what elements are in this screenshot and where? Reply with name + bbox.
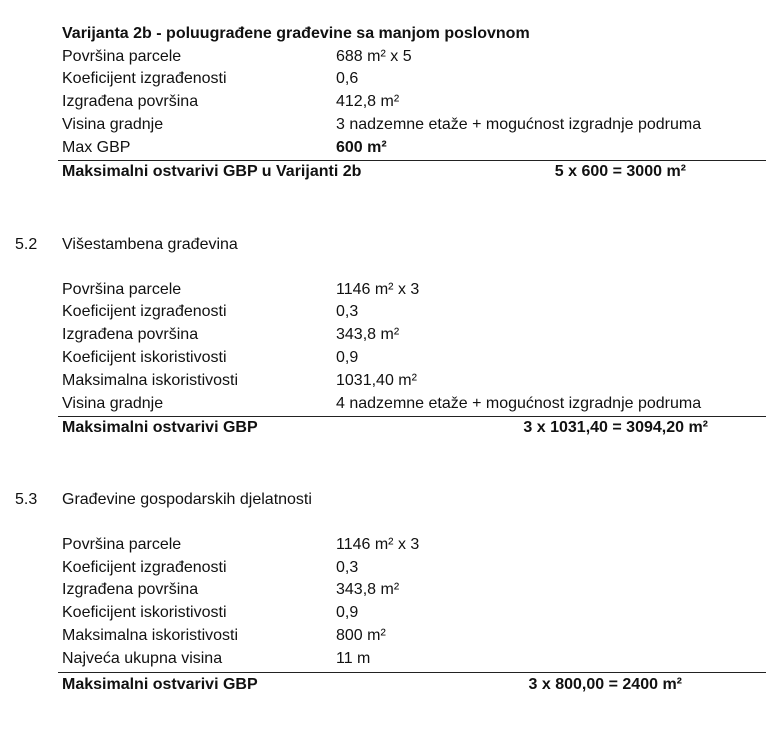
row-value: 11 m xyxy=(336,650,371,667)
total-value: 3 x 800,00 = 2400 m² xyxy=(528,676,682,693)
row-label: Max GBP xyxy=(62,139,131,156)
divider xyxy=(58,160,766,161)
variant-heading: Varijanta 2b - poluugrađene građevine sa manjom poslovnom xyxy=(62,25,530,42)
table-row xyxy=(62,70,766,92)
section-title: Građevine gospodarskih djelatnosti xyxy=(62,491,312,508)
total-label: Maksimalni ostvarivi GBP xyxy=(62,419,258,436)
table-row xyxy=(62,349,766,371)
row-value: 688 m² x 5 xyxy=(336,48,412,65)
row-label: Najveća ukupna visina xyxy=(62,650,223,667)
table-row xyxy=(62,536,766,558)
row-value: 1146 m² x 3 xyxy=(336,281,420,298)
row-value: 0,3 xyxy=(336,559,359,576)
row-label: Izgrađena površina xyxy=(62,326,199,343)
table-row xyxy=(62,48,766,70)
row-label: Koeficijent izgrađenosti xyxy=(62,303,227,320)
row-label: Koeficijent iskoristivosti xyxy=(62,604,227,621)
row-value: 412,8 m² xyxy=(336,93,400,110)
table-row xyxy=(62,139,766,161)
row-label: Površina parcele xyxy=(62,281,182,298)
row-value: 0,9 xyxy=(336,349,359,366)
row-value: 0,9 xyxy=(336,604,359,621)
table-row xyxy=(62,116,766,138)
row-value: 3 nadzemne etaže + mogućnost izgradnje podruma xyxy=(336,116,702,133)
row-label: Izgrađena površina xyxy=(62,93,199,110)
row-label: Izgrađena površina xyxy=(62,581,199,598)
table-row xyxy=(62,559,766,581)
row-label: Površina parcele xyxy=(62,48,182,65)
section-title: Višestambena građevina xyxy=(62,236,238,253)
row-value: 1146 m² x 3 xyxy=(336,536,420,553)
row-value: 343,8 m² xyxy=(336,581,400,598)
row-label: Maksimalna iskoristivosti xyxy=(62,372,239,389)
table-row xyxy=(62,650,766,672)
table-row xyxy=(62,93,766,115)
table-row xyxy=(62,303,766,325)
total-value: 5 x 600 = 3000 m² xyxy=(554,163,686,180)
section-number: 5.2 xyxy=(15,236,38,253)
row-label: Površina parcele xyxy=(62,536,182,553)
total-value: 3 x 1031,40 = 3094,20 m² xyxy=(523,419,708,436)
total-row xyxy=(62,676,766,698)
table-row xyxy=(62,627,766,649)
row-value: 343,8 m² xyxy=(336,326,400,343)
row-value: 4 nadzemne etaže + mogućnost izgradnje podruma xyxy=(336,395,702,412)
row-label: Koeficijent iskoristivosti xyxy=(62,349,227,366)
total-label: Maksimalni ostvarivi GBP xyxy=(62,676,258,693)
table-row xyxy=(62,281,766,303)
divider xyxy=(58,672,766,673)
divider xyxy=(58,416,766,417)
row-value: 0,3 xyxy=(336,303,359,320)
table-row xyxy=(62,395,766,417)
row-value: 0,6 xyxy=(336,70,359,87)
table-row xyxy=(62,326,766,348)
row-label: Visina gradnje xyxy=(62,116,164,133)
table-row xyxy=(62,581,766,603)
row-value: 800 m² xyxy=(336,627,386,644)
section-number: 5.3 xyxy=(15,491,38,508)
total-row xyxy=(62,419,766,441)
total-row xyxy=(62,163,766,185)
row-label: Maksimalna iskoristivosti xyxy=(62,627,239,644)
row-value: 1031,40 m² xyxy=(336,372,417,389)
row-label: Koeficijent izgrađenosti xyxy=(62,70,227,87)
row-value: 600 m² xyxy=(336,139,387,156)
table-row xyxy=(62,372,766,394)
table-row xyxy=(62,604,766,626)
total-label: Maksimalni ostvarivi GBP u Varijanti 2b xyxy=(62,163,362,180)
row-label: Koeficijent izgrađenosti xyxy=(62,559,227,576)
row-label: Visina gradnje xyxy=(62,395,164,412)
